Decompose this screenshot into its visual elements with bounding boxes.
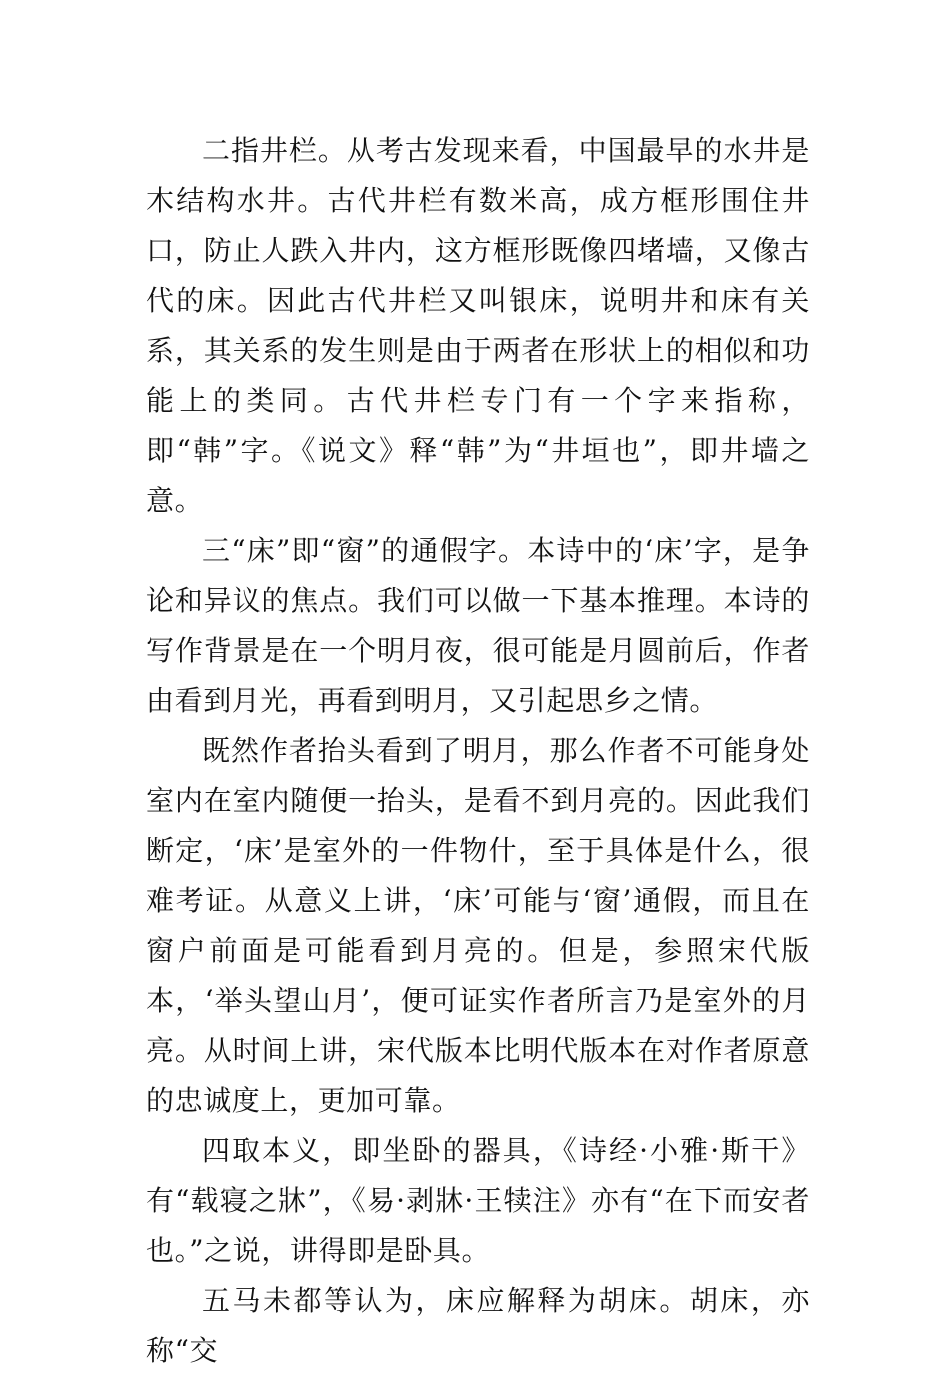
paragraph-folding-stool: 五马未都等认为，床应解释为胡床。胡床，亦称“交 (146, 1284, 810, 1367)
paragraph-well-railing: 二指井栏。从考古发现来看，中国最早的水井是木结构水井。古代井栏有数米高，成方框形围住井口，防止人跌入井内，这方框形既像四堵墙，又像古代的床。因此古代井栏又叫银床，说明井和床有关系，其关系的发生则是由于两者在形状上的相似和功能上的类同。古代井栏专门有一个字来指称，即“韩”字。《说文》释“韩”为“井垣也”，即井墙之意。 (146, 134, 810, 517)
paragraph-outdoor-inference: 既然作者抬头看到了明月，那么作者不可能身处室内在室内随便一抬头，是看不到月亮的。因此我们断定，‘床’是室外的一件物什，至于具体是什么，很难考证。从意义上讲，‘床’可能与‘窗’通假，而且在窗户前面是可能看到月亮的。但是，参照宋代版本，‘举头望山月’，便可证实作者所言乃是室外的月亮。从时间上讲，宋代版本比明代版本在对作者原意的忠诚度上，更加可靠。 (146, 734, 810, 1117)
paragraph-window-loan-character: 三“床”即“窗”的通假字。本诗中的‘床’字，是争论和异议的焦点。我们可以做一下基本推理。本诗的写作背景是在一个明月夜，很可能是月圆前后，作者由看到月光，再看到明月，又引起思乡之情。 (146, 534, 810, 717)
document-body (146, 126, 810, 1376)
paragraph-original-meaning-bed: 四取本义，即坐卧的器具，《诗经·小雅·斯干》有“载寝之牀”，《易·剥牀·王犊注》亦有“在下而安者也。”之说，讲得即是卧具。 (146, 1134, 810, 1267)
